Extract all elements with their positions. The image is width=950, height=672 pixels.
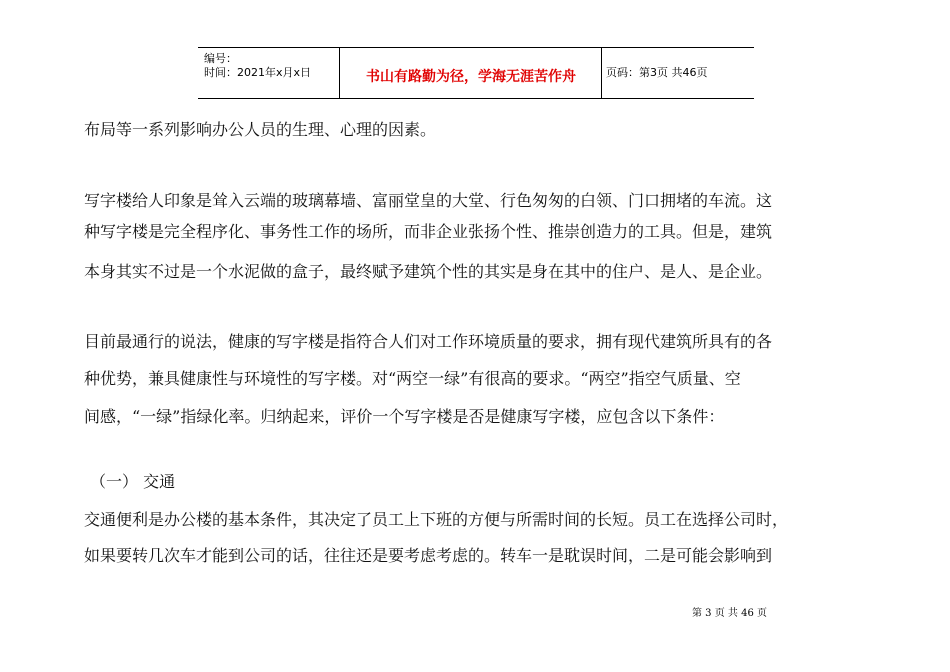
body-line: 布局等一系列影响办公人员的生理、心理的因素。 (84, 120, 437, 139)
page-footer: 第 3 页 共 46 页 (692, 608, 767, 619)
body-line: 目前最通行的说法，健康的写字楼是指符合人们对工作环境质量的要求，拥有现代建筑所具有的各 (84, 332, 773, 351)
body-line: 如果要转几次车才能到公司的话，往往还是要考虑考虑的。转车一是耽误时间，二是可能会影响到 (84, 546, 773, 565)
body-line: 种优势，兼具健康性与环境性的写字楼。对“两空一绿”有很高的要求。“两空”指空气质量、空 (84, 369, 741, 388)
header-motto-cell (340, 48, 602, 98)
header-page-code: 页码：第3页 共46页 (606, 66, 708, 79)
body-line: 写字楼给人印象是耸入云端的玻璃幕墙、富丽堂皇的大堂、行色匆匆的白领、门口拥堵的车流。这 (84, 191, 773, 210)
section-heading: （一） 交通 (90, 472, 176, 491)
body-line: 交通便利是办公楼的基本条件，其决定了员工上下班的方便与所需时间的长短。员工在选择公司时， (84, 510, 789, 529)
body-line: 间感，“一绿”指绿化率。归纳起来，评价一个写字楼是否是健康写字楼，应包含以下条件： (84, 407, 725, 426)
page-header (198, 47, 754, 99)
header-motto: 书山有路勤为径，学海无涯苦作舟 (366, 69, 576, 85)
date-label: 时间：2021年x月x日 (204, 66, 312, 79)
number-label: 编号： (204, 52, 237, 65)
header-info-cell (198, 48, 340, 98)
body-line: 本身其实不过是一个水泥做的盒子，最终赋予建筑个性的其实是身在其中的住户、是人、是企业。 (84, 262, 773, 281)
body-line: 种写字楼是完全程序化、事务性工作的场所，而非企业张扬个性、推崇创造力的工具。但是，建筑 (84, 222, 773, 241)
header-page-cell (602, 48, 754, 98)
